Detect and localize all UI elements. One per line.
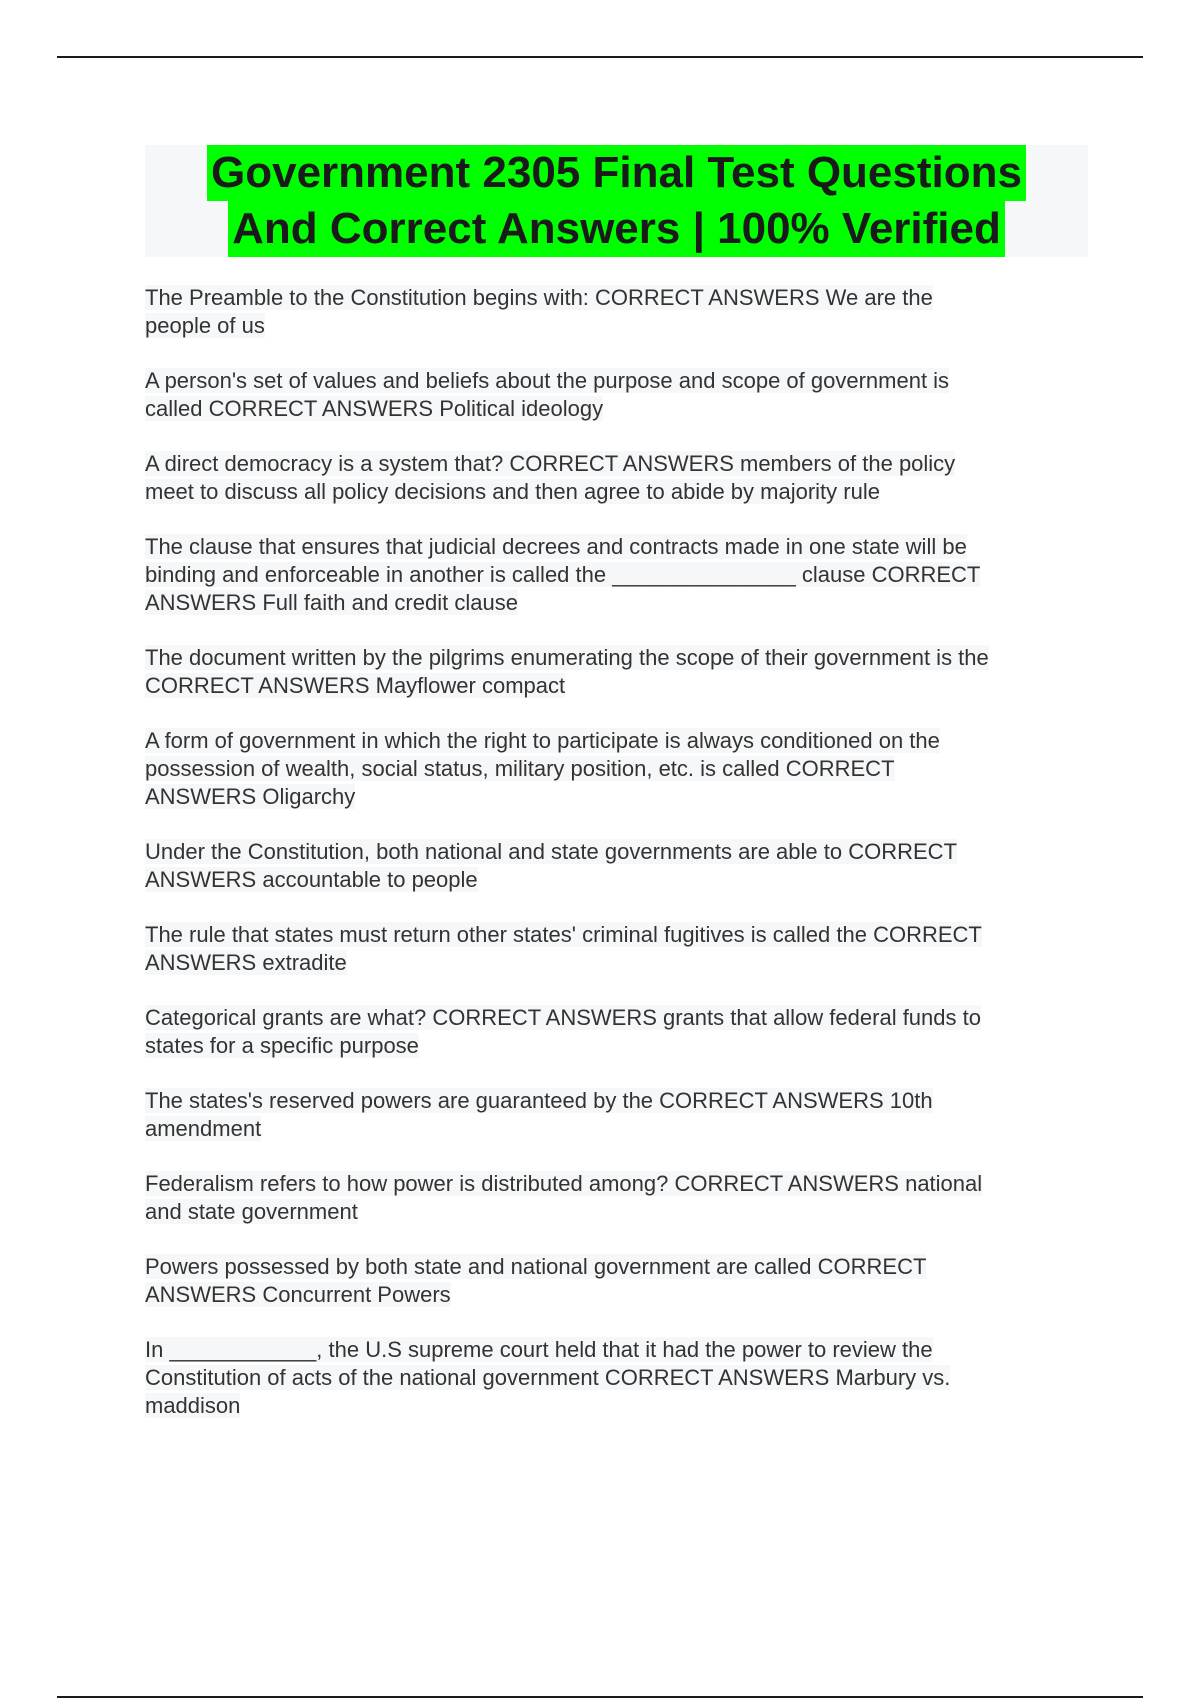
qa-item <box>145 450 1080 506</box>
qa-line <box>145 450 1080 478</box>
qa-line-text: possession of wealth, social status, military position, etc. is called CORRECT <box>145 756 895 781</box>
qa-line-text: ANSWERS accountable to people <box>145 867 478 892</box>
qa-line <box>145 1336 1080 1364</box>
qa-line <box>145 284 1080 312</box>
qa-line-text: maddison <box>145 1393 241 1418</box>
qa-line-text: ANSWERS Full faith and credit clause <box>145 590 518 615</box>
qa-line-text: In ____________, the U.S supreme court held that it had the power to review the <box>145 1337 933 1362</box>
qa-line-text: The states's reserved powers are guaranteed by the CORRECT ANSWERS 10th <box>145 1088 933 1113</box>
qa-line <box>145 1087 1080 1115</box>
qa-item <box>145 1087 1080 1143</box>
qa-line <box>145 561 1080 589</box>
qa-item <box>145 1004 1080 1060</box>
qa-line <box>145 367 1080 395</box>
qa-line-text: called CORRECT ANSWERS Political ideology <box>145 396 604 421</box>
qa-item <box>145 284 1080 340</box>
qa-line-text: The Preamble to the Constitution begins with: CORRECT ANSWERS We are the <box>145 285 933 310</box>
document-title <box>145 145 1088 257</box>
qa-line <box>145 949 1080 977</box>
qa-line-text: The document written by the pilgrims enumerating the scope of their government is the <box>145 645 989 670</box>
qa-line-text: meet to discuss all policy decisions and then agree to abide by majority rule <box>145 479 880 504</box>
qa-line-text: Constitution of acts of the national government CORRECT ANSWERS Marbury vs. <box>145 1365 951 1390</box>
qa-line-text: amendment <box>145 1116 262 1141</box>
qa-item <box>145 367 1080 423</box>
top-divider <box>57 56 1143 58</box>
title-line-2: And Correct Answers | 100% Verified <box>228 201 1005 257</box>
qa-line <box>145 1004 1080 1032</box>
qa-line-text: Powers possessed by both state and national government are called CORRECT <box>145 1254 927 1279</box>
qa-item <box>145 921 1080 977</box>
qa-item <box>145 1336 1080 1420</box>
qa-item <box>145 1170 1080 1226</box>
qa-line-text: ANSWERS Oligarchy <box>145 784 356 809</box>
qa-line <box>145 1364 1080 1392</box>
qa-line-text: and state government <box>145 1199 358 1224</box>
qa-line-text: A person's set of values and beliefs about the purpose and scope of government is <box>145 368 950 393</box>
qa-line-text: ANSWERS extradite <box>145 950 347 975</box>
qa-line-text: A form of government in which the right to participate is always conditioned on the <box>145 728 940 753</box>
qa-line <box>145 1253 1080 1281</box>
qa-line <box>145 1032 1080 1060</box>
qa-line-text: ANSWERS Concurrent Powers <box>145 1282 451 1307</box>
qa-line <box>145 1170 1080 1198</box>
title-line-1: Government 2305 Final Test Questions <box>207 145 1026 201</box>
qa-line <box>145 644 1080 672</box>
qa-line <box>145 1115 1080 1143</box>
qa-line-text: The clause that ensures that judicial decrees and contracts made in one state will be <box>145 534 967 559</box>
qa-line <box>145 755 1080 783</box>
qa-line <box>145 312 1080 340</box>
bottom-divider <box>57 1696 1143 1698</box>
qa-item <box>145 533 1080 617</box>
qa-line <box>145 672 1080 700</box>
qa-line <box>145 1281 1080 1309</box>
qa-line <box>145 866 1080 894</box>
qa-line-text: states for a specific purpose <box>145 1033 419 1058</box>
qa-line <box>145 533 1080 561</box>
qa-item <box>145 727 1080 811</box>
qa-line <box>145 838 1080 866</box>
qa-line-text: people of us <box>145 313 265 338</box>
qa-line <box>145 783 1080 811</box>
qa-line <box>145 921 1080 949</box>
qa-line <box>145 589 1080 617</box>
qa-line-text: Federalism refers to how power is distributed among? CORRECT ANSWERS national <box>145 1171 983 1196</box>
qa-line-text: The rule that states must return other states' criminal fugitives is called the CORRECT <box>145 922 982 947</box>
qa-item <box>145 1253 1080 1309</box>
qa-line-text: Categorical grants are what? CORRECT ANSWERS grants that allow federal funds to <box>145 1005 981 1030</box>
qa-line-text: Under the Constitution, both national and state governments are able to CORRECT <box>145 839 958 864</box>
qa-line <box>145 727 1080 755</box>
qa-line <box>145 1392 1080 1420</box>
qa-line-text: A direct democracy is a system that? CORRECT ANSWERS members of the policy <box>145 451 956 476</box>
qa-item <box>145 838 1080 894</box>
qa-line <box>145 1198 1080 1226</box>
question-answer-list <box>145 284 1080 1447</box>
qa-line <box>145 478 1080 506</box>
qa-line-text: binding and enforceable in another is called the _______________ clause CORRECT <box>145 562 981 587</box>
qa-line-text: CORRECT ANSWERS Mayflower compact <box>145 673 566 698</box>
qa-item <box>145 644 1080 700</box>
qa-line <box>145 395 1080 423</box>
